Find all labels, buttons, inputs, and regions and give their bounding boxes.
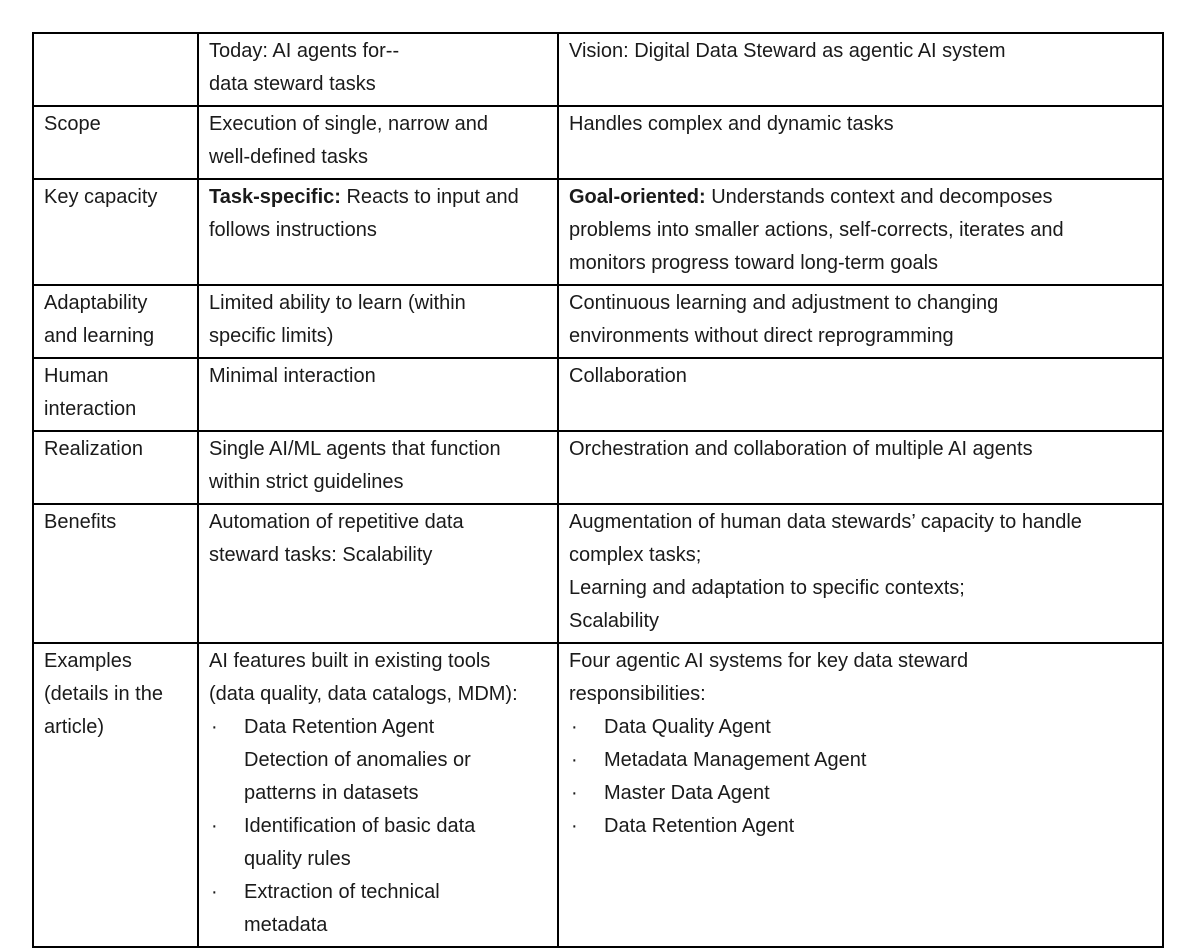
benefits-vision-cell [558, 504, 1163, 643]
text-line: Identification of basic data [244, 815, 476, 837]
bullet-text [244, 711, 547, 744]
key-capacity-vision-cell [558, 179, 1163, 285]
row-label-scope [33, 106, 198, 179]
examples-today-cell [198, 643, 558, 947]
bullet-marker: · [571, 782, 578, 804]
row-label-benefits [33, 504, 198, 643]
table-row-key-capacity [33, 179, 1163, 285]
text-line: Augmentation of human data stewards’ capacity to handle [569, 511, 1082, 533]
lead-rest: Reacts to input and [340, 186, 519, 208]
text-line: Four agentic AI systems for key data steward [569, 650, 969, 672]
text-line: monitors progress toward long-term goals [569, 252, 939, 274]
list-item [571, 744, 1152, 777]
text-line: Learning and adaptation to specific contexts; [569, 577, 965, 599]
adaptability-vision-cell [558, 285, 1163, 358]
label-line: Adaptability [44, 292, 148, 314]
table-row-examples [33, 643, 1163, 947]
text-line: follows instructions [209, 219, 377, 241]
comparison-table [32, 32, 1164, 948]
label-line: interaction [44, 398, 137, 420]
list-item [571, 777, 1152, 810]
label-line: Scope [44, 113, 101, 135]
bullet-marker: · [571, 749, 578, 771]
text-line: Scalability [569, 610, 660, 632]
label-line: Key capacity [44, 186, 158, 208]
label-line: (details in the [44, 683, 163, 705]
bullet-marker: · [211, 716, 218, 738]
bullet-text [244, 876, 547, 942]
text-line: complex tasks; [569, 544, 702, 566]
text-line: Metadata Management Agent [604, 749, 867, 771]
bullet-text [604, 810, 1152, 843]
text-line: Automation of repetitive data [209, 511, 464, 533]
label-line: Realization [44, 438, 143, 460]
text-line: Data Retention Agent [604, 815, 795, 837]
bullet-marker: · [211, 815, 218, 837]
row-label-human-interaction [33, 358, 198, 431]
text-line: Extraction of technical [244, 881, 440, 903]
list-item [211, 810, 547, 876]
benefits-today-cell [198, 504, 558, 643]
text-line: Detection of anomalies or [244, 749, 471, 771]
text-line: Limited ability to learn (within [209, 292, 466, 314]
text-line: Master Data Agent [604, 782, 770, 804]
text-line [209, 181, 547, 214]
label-line: Benefits [44, 511, 117, 533]
text-line: environments without direct reprogramming [569, 325, 954, 347]
header-vision-cell [558, 33, 1163, 106]
label-line: article) [44, 716, 105, 738]
bullet-text [604, 777, 1152, 810]
list-item [571, 711, 1152, 744]
row-label-realization [33, 431, 198, 504]
bullet-text [244, 744, 547, 810]
list-item [211, 711, 547, 744]
text-line: within strict guidelines [209, 471, 404, 493]
row-label-examples [33, 643, 198, 947]
text-line: Data Quality Agent [604, 716, 771, 738]
list-item [211, 744, 547, 810]
realization-vision-cell [558, 431, 1163, 504]
table-row-human-interaction [33, 358, 1163, 431]
list-item [211, 876, 547, 942]
adaptability-today-cell [198, 285, 558, 358]
header-row [33, 33, 1163, 106]
text-line: Execution of single, narrow and [209, 113, 489, 135]
label-line: Examples [44, 650, 132, 672]
lead-rest: Understands context and decomposes [705, 186, 1053, 208]
text-line: problems into smaller actions, self-corrects, iterates and [569, 219, 1064, 241]
bullet-text [244, 810, 547, 876]
bold-lead: Task-specific: [209, 186, 341, 208]
list-item [571, 810, 1152, 843]
label-line: and learning [44, 325, 155, 347]
bullet-text [604, 711, 1152, 744]
label-line: Human [44, 365, 109, 387]
bullet-marker: · [571, 716, 578, 738]
text-line: Collaboration [569, 365, 687, 387]
header-empty-cell [33, 33, 198, 106]
text-line: responsibilities: [569, 683, 706, 705]
text-line: specific limits) [209, 325, 334, 347]
human-interaction-today-cell [198, 358, 558, 431]
text-line: (data quality, data catalogs, MDM): [209, 683, 518, 705]
scope-vision-cell [558, 106, 1163, 179]
realization-today-cell [198, 431, 558, 504]
text-line: AI features built in existing tools [209, 650, 491, 672]
bullet-marker: · [211, 881, 218, 903]
header-today-cell [198, 33, 558, 106]
row-label-adaptability [33, 285, 198, 358]
scope-today-cell [198, 106, 558, 179]
bold-lead: Goal-oriented: [569, 186, 706, 208]
human-interaction-vision-cell [558, 358, 1163, 431]
text-line: Data Retention Agent [244, 716, 435, 738]
row-label-key-capacity [33, 179, 198, 285]
bullet-marker: · [571, 815, 578, 837]
table-row-realization [33, 431, 1163, 504]
key-capacity-today-cell [198, 179, 558, 285]
text-line: well-defined tasks [209, 146, 368, 168]
header-vision-line: Vision: Digital Data Steward as agentic AI system [569, 40, 1006, 62]
table-row-adaptability [33, 285, 1163, 358]
bullet-marker [211, 744, 244, 810]
comparison-table-container [32, 32, 1164, 948]
text-line: Continuous learning and adjustment to changing [569, 292, 999, 314]
header-today-line: data steward tasks [209, 73, 376, 95]
examples-vision-cell [558, 643, 1163, 947]
text-line: Minimal interaction [209, 365, 376, 387]
bullet-text [604, 744, 1152, 777]
text-line: metadata [244, 914, 328, 936]
text-line: patterns in datasets [244, 782, 419, 804]
header-today-line: Today: AI agents for-- [209, 40, 400, 62]
text-line: Handles complex and dynamic tasks [569, 113, 894, 135]
text-line: Orchestration and collaboration of multiple AI agents [569, 438, 1033, 460]
table-row-scope [33, 106, 1163, 179]
text-line: quality rules [244, 848, 351, 870]
text-line: Single AI/ML agents that function [209, 438, 501, 460]
table-row-benefits [33, 504, 1163, 643]
text-line: steward tasks: Scalability [209, 544, 433, 566]
text-line [569, 181, 1152, 214]
